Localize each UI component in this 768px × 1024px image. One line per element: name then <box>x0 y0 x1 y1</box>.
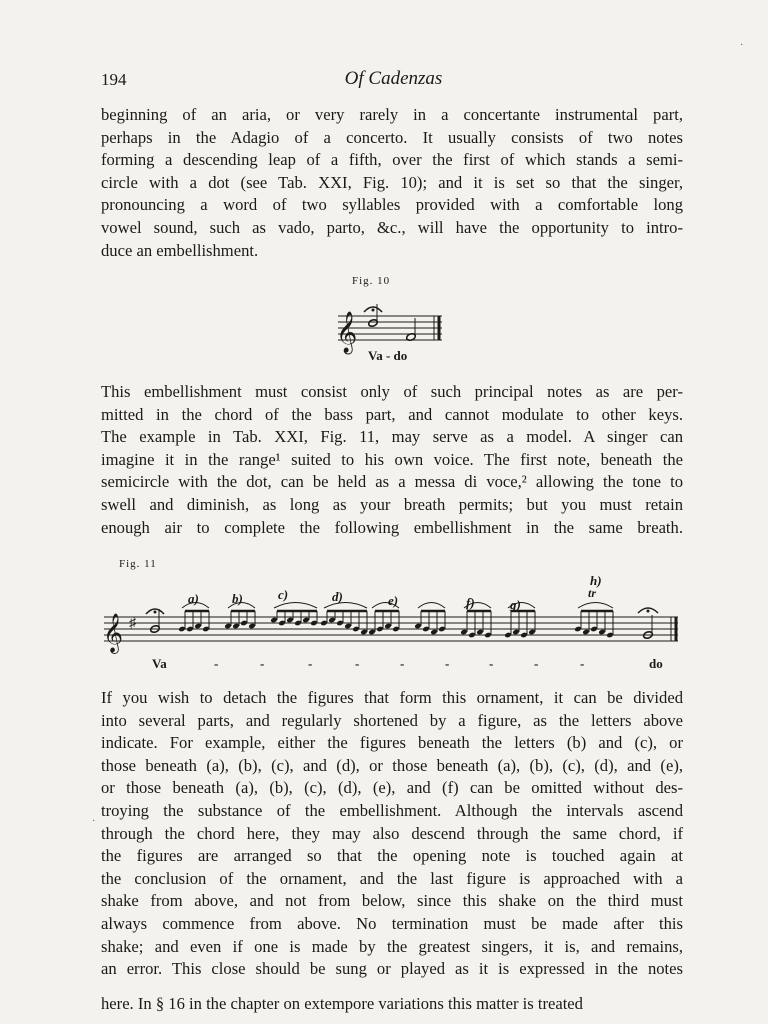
cut-off-line <box>101 994 683 1024</box>
text-line: an error. This close should be sung or played as it is expressed in the notes <box>101 959 683 979</box>
figure-letter: f) <box>466 595 475 610</box>
treble-clef-icon: 𝄞 <box>103 615 124 652</box>
note-group <box>320 603 368 636</box>
figure-letter: h) <box>590 573 602 588</box>
text-line: indicate. For example, either the figures beneath the letters (b) and (c), or <box>101 733 683 753</box>
running-title: Of Cadenzas <box>344 68 443 89</box>
note-group <box>460 603 492 639</box>
lyric-dash: - <box>308 656 313 671</box>
text-line: the figures are arranged so that the opening note is touched again at <box>101 846 683 866</box>
text-line: The example in Tab. XXI, Fig. 11, may serve as a model. A singer can <box>101 427 683 447</box>
lyric-dash: - <box>489 656 494 671</box>
text-line: This embellishment must consist only of such principal notes as are per- <box>101 382 683 401</box>
fig10-lyric: Va - do <box>368 348 408 363</box>
paragraph-2 <box>101 381 683 539</box>
fig11-lyric-end: do <box>649 656 663 671</box>
text-line: troying the substance of the embellishment. Although the intervals ascend <box>101 800 683 820</box>
fig11-music-example <box>102 575 682 675</box>
text-line: enough air to complete the following embellishment in the same breath. <box>101 517 683 537</box>
page-header <box>101 68 686 94</box>
text-line: shake from above, and not from below, since this shake on the third must <box>101 891 683 911</box>
lyric-dash: - <box>214 656 219 671</box>
text-line: shake; and even if one is made by the greatest singers, it is, and remains, <box>101 936 683 956</box>
text-line: pronouncing a word of two syllables provided with a comfortable long <box>101 195 683 215</box>
paragraph-1 <box>101 104 683 262</box>
figure-letter: e) <box>388 593 399 608</box>
text-line: into several parts, and regularly shortened by a figure, as the letters above <box>101 710 683 730</box>
lyric-dash: - <box>580 656 585 671</box>
treble-clef-icon: 𝄞 <box>336 312 358 352</box>
text-line: the conclusion of the ornament, and the last figure is approached with a <box>101 868 683 888</box>
fig10-label: Fig. 10 <box>352 275 391 287</box>
slur <box>418 603 445 609</box>
sharp-icon: ♯ <box>129 616 136 631</box>
fig11-lyric-start: Va <box>152 656 167 671</box>
lyric-dash: - <box>355 656 360 671</box>
page-number: 194 <box>101 70 127 89</box>
figure-letter: d) <box>332 589 343 604</box>
lyric-dash: - <box>534 656 539 671</box>
figure-letter: g) <box>510 597 521 612</box>
text-line: forming a descending leap of a fifth, over the first of which stands a semi- <box>101 150 683 170</box>
slur <box>578 603 613 609</box>
note-group <box>414 603 446 636</box>
text-line: beginning of an aria, or very rarely in a concertante instrumental part, <box>101 105 683 124</box>
lyric-dash: - <box>400 656 405 671</box>
margin-dot: · <box>740 40 744 51</box>
lyric-dash: - <box>445 656 450 671</box>
text-line: perhaps in the Adagio of a concerto. It usually consists of two notes <box>101 127 683 147</box>
figure-letter: a) <box>188 591 199 606</box>
text-line: mitted in the chord of the bass part, and cannot modulate to other keys. <box>101 404 683 424</box>
text-line: duce an embellishment. <box>101 240 259 260</box>
text-line: vowel sound, such as vado, parto, &c., will have the opportunity to intro- <box>101 217 683 237</box>
text-line: imagine it in the range¹ suited to his own voice. The first note, beneath the <box>101 449 683 469</box>
note-group <box>224 603 256 630</box>
text-line: swell and diminish, as long as your breath permits; but you must retain <box>101 494 683 514</box>
margin-dot: · <box>92 816 96 827</box>
text-line: If you wish to detach the figures that form this ornament, it can be divided <box>101 688 683 707</box>
text-line: semicircle with the dot, can be held as a messa di voce,² allowing the tone to <box>101 472 683 492</box>
figure-letter: b) <box>232 591 243 606</box>
text-line: those beneath (a), (b), (c), and (d), or those beneath (a), (b), (c), (d), and (e), <box>101 755 683 775</box>
text-line: always commence from above. No termination must be made after this <box>101 913 683 933</box>
lyric-dash: - <box>260 656 265 671</box>
fig11-label: Fig. 11 <box>119 558 157 570</box>
figure-letter: c) <box>278 587 289 602</box>
fig11-staff <box>102 573 682 652</box>
note-group <box>574 603 614 639</box>
text-line: through the chord here, they may also descend through the same chord, if <box>101 823 683 843</box>
fig10-music-example <box>336 300 446 368</box>
slur <box>274 603 317 609</box>
trill-mark: tr <box>588 586 597 600</box>
slur <box>324 603 367 609</box>
text-line: or those beneath (a), (b), (c), (d), (e), and (f) can be omitted without des- <box>101 778 683 798</box>
paragraph-3 <box>101 687 683 981</box>
cut-off-text: here. In § 16 in the chapter on extempore variations this matter is treated <box>101 994 583 1013</box>
text-line: circle with a dot (see Tab. XXI, Fig. 10); and it is set so that the singer, <box>101 172 683 192</box>
